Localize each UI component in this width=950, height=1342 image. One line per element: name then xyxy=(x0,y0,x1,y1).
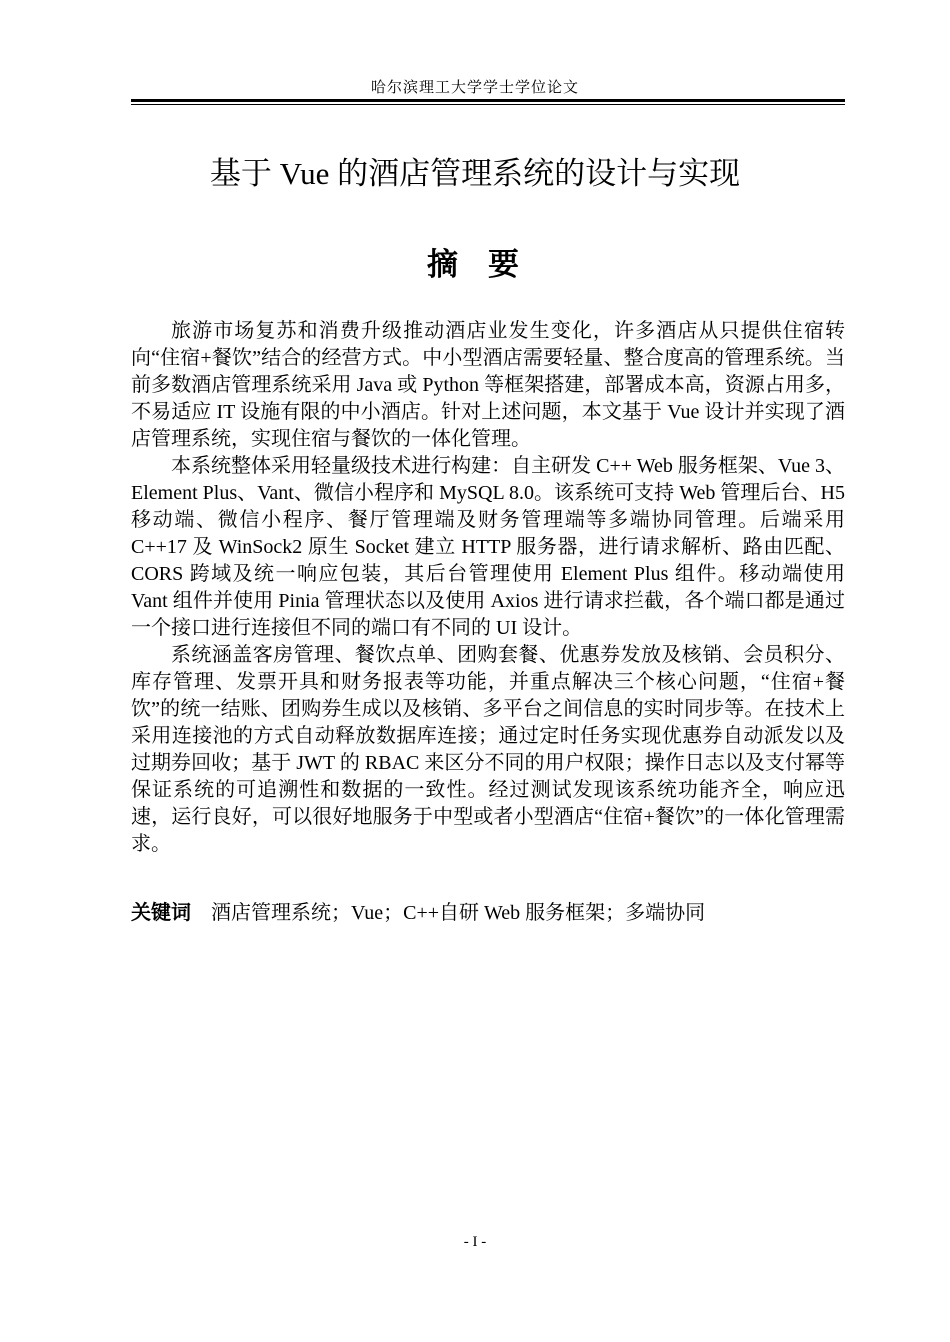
abstract-paragraph-1: 旅游市场复苏和消费升级推动酒店业发生变化，许多酒店从只提供住宿转向“住宿+餐饮”结合的经营方式。中小型酒店需要轻量、整合度高的管理系统。当前多数酒店管理系统采用 Java 或 Python 等框架搭建，部署成本高，资源占用多，不易适应 IT 设施有限的中小酒店。针对上述问题，本文基于 Vue 设计并实现了酒店管理系统，实现住宿与餐饮的一体化管理。 xyxy=(131,320,845,450)
keywords-line xyxy=(131,900,845,927)
keywords-label: 关键词 xyxy=(131,902,191,924)
keywords-text: 酒店管理系统；Vue；C++自研 Web 服务框架；多端协同 xyxy=(211,902,706,924)
header-rule-thin xyxy=(131,104,845,105)
abstract-body xyxy=(131,318,845,858)
abstract-paragraph-3: 系统涵盖客房管理、餐饮点单、团购套餐、优惠券发放及核销、会员积分、库存管理、发票开具和财务报表等功能，并重点解决三个核心问题，“住宿+餐饮”的统一结账、团购券生成以及核销、多平台之间信息的实时同步等。在技术上采用连接池的方式自动释放数据库连接；通过定时任务实现优惠券自动派发以及过期券回收；基于 JWT 的 RBAC 来区分不同的用户权限；操作日志以及支付幂等保证系统的可追溯性和数据的一致性。经过测试发现该系统功能齐全，响应迅速，运行良好，可以很好地服务于中型或者小型酒店“住宿+餐饮”的一体化管理需求。 xyxy=(131,644,845,855)
header-rule-thick xyxy=(131,99,845,102)
abstract-paragraph-2: 本系统整体采用轻量级技术进行构建：自主研发 C++ Web 服务框架、Vue 3、Element Plus、Vant、微信小程序和 MySQL 8.0。该系统可支持 Web 管理后台、H5 移动端、微信小程序、餐厅管理端及财务管理端等多端协同管理。后端采用 C++17 及 WinSock2 原生 Socket 建立 HTTP 服务器，进行请求解析、路由匹配、CORS 跨域及统一响应包装，其后台管理使用 Element Plus 组件。移动端使用 Vant 组件并使用 Pinia 管理状态以及使用 Axios 进行请求拦截，各个端口都是通过一个接口进行连接但不同的端口有不同的 UI 设计。 xyxy=(131,455,845,639)
page-number: - I - xyxy=(463,1234,487,1250)
running-header: 哈尔滨理工大学学士学位论文 xyxy=(370,80,579,96)
abstract-heading: 摘要 xyxy=(427,247,549,282)
thesis-title: 基于 Vue 的酒店管理系统的设计与实现 xyxy=(209,156,741,191)
